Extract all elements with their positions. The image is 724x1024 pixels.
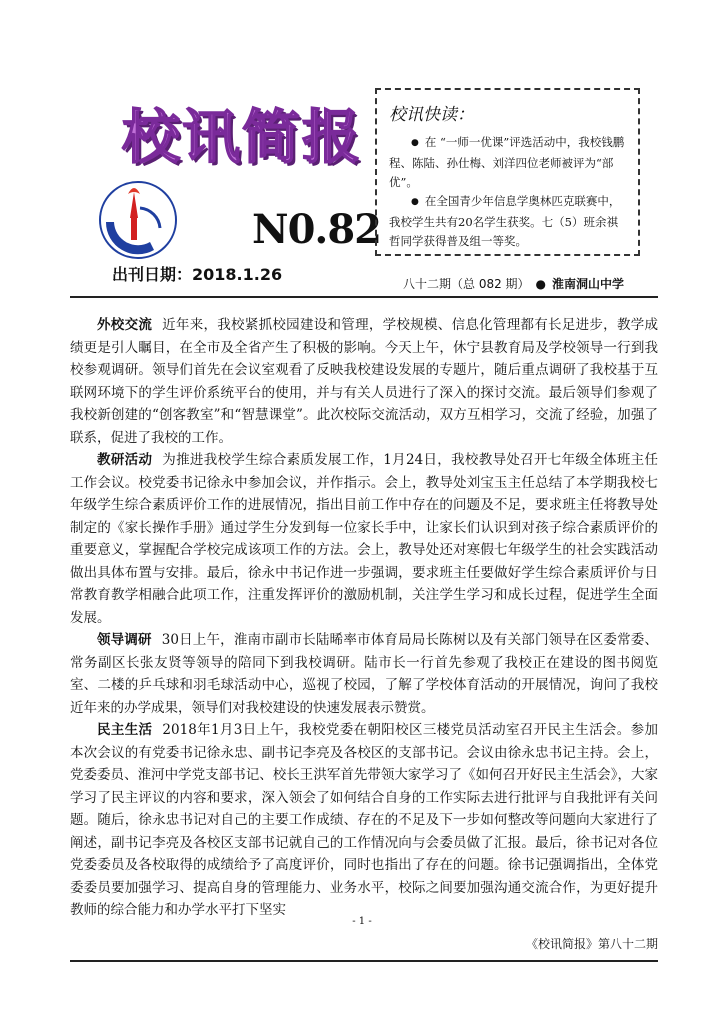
article-lead: 教研活动	[97, 452, 153, 468]
quick-read-box	[375, 88, 640, 256]
school-name: 淮南洞山中学	[552, 277, 625, 291]
article-lead: 民主生活	[97, 722, 153, 738]
footer-title: 《校讯简报》第八十二期	[526, 937, 659, 951]
bullet-icon: ●	[535, 277, 547, 291]
article-body	[70, 314, 658, 922]
publication-date: 出刊日期：2018.1.26	[112, 265, 283, 284]
header-divider	[70, 296, 658, 298]
quick-read-item: ● 在全国青少年信息学奥林匹克联赛中，我校学生共有20名学生获奖。七（5）班余祺哲同学获得普及组一等奖。	[389, 194, 621, 248]
article-paragraph: 领导调研 30日上午，淮南市副市长陆晞率市体育局局长陈树以及有关部门领导在区委常委、常务副区长张友贤等领导的陪同下到我校调研。陆市长一行首先参观了我校正在建设的图书阅览室、二楼的乒乓球和羽毛球活动中心，巡视了校园，了解了学校体育活动的开展情况，询问了我校近年来的办学成果，领导们对我校建设的快速发展表示赞赏。	[70, 632, 658, 716]
quick-read-title: 校讯快读：	[389, 105, 474, 125]
page-number: - 1 -	[352, 916, 372, 927]
article-lead: 领导调研	[97, 632, 152, 648]
newsletter-title: 校讯简报	[122, 103, 363, 171]
issue-info-line	[403, 275, 624, 292]
issue-count: 八十二期（总 082 期）	[403, 277, 530, 291]
bullet-icon: ●	[411, 138, 419, 148]
article-paragraph: 外校交流 近年来，我校紧抓校园建设和管理，学校规模、信息化管理都有长足进步，教学成绩更是引人瞩目，在全市及全省产生了积极的影响。今天上午，休宁县教育局及学校领导一行到我校参观调研。领导们首先在会议室观看了反映我校建设发展的专题片，随后重点调研了我校基于互联网环境下的学生评价系统平台的使用，并与有关人员进行了深入的探讨交流。最后领导们参观了我校新创建的“创客教室”和“智慧课堂”。此次校际交流活动，双方互相学习，交流了经验，加强了联系，促进了我校的工作。	[70, 317, 659, 446]
school-logo	[94, 178, 178, 262]
footer-divider	[70, 960, 658, 962]
quick-read-item: ● 在 “一师一优课”评选活动中，我校钱鹏程、陈陆、孙仕梅、刘洋四位老师被评为“部优”。	[389, 135, 625, 189]
article-lead: 外校交流	[97, 317, 153, 333]
article-paragraph: 民主生活 2018年1月3日上午，我校党委在朝阳校区三楼党员活动室召开民主生活会。参加本次会议的有党委书记徐永忠、副书记李亮及各校区的支部书记。会议由徐永忠书记主持。会上，党委委员、淮河中学党支部书记、校长王洪军首先带领大家学习了《如何召开好民主生活会》，大家学习了民主评议的内容和要求，深入领会了如何结合自身的工作实际去进行批评与自我批评有关问题。随后，徐永忠书记对自己的主要工作成绩、存在的不足及下一步如何整改等问题向大家进行了阐述，副书记李亮及各校区支部书记就自己的工作情况向与会委员做了汇报。最后，徐书记对各位党委委员及各校取得的成绩给予了高度评价，同时也指出了存在的问题。徐书记强调指出，全体党委委员要加强学习、提高自身的管理能力、业务水平，校际之间要加强沟通交流合作，为更好提升教师的综合能力和办学水平打下坚实	[70, 722, 658, 918]
issue-number: N0.82	[252, 206, 381, 253]
article-paragraph: 教研活动 为推进我校学生综合素质发展工作，1月24日，我校教导处召开七年级全体班主任工作会议。校党委书记徐永中参加会议，并作指示。会上，教导处刘宝玉主任总结了本学期我校七年级学生综合素质评价工作的进展情况，指出目前工作中存在的问题及不足，要求班主任将教导处制定的《家长操作手册》通过学生分发到每一位家长手中，让家长们认识到对孩子综合素质评价的重要意义，掌握配合学校完成该项工作的方法。会上，教导处还对寒假七年级学生的社会实践活动做出具体布置与安排。最后，徐永中书记作进一步强调，要求班主任要做好学生综合素质评价与日常教育教学相融合此项工作，注重发挥评价的激励机制，关注学生学习和成长过程，促进学生全面发展。	[70, 452, 658, 626]
bullet-icon: ●	[411, 197, 419, 207]
